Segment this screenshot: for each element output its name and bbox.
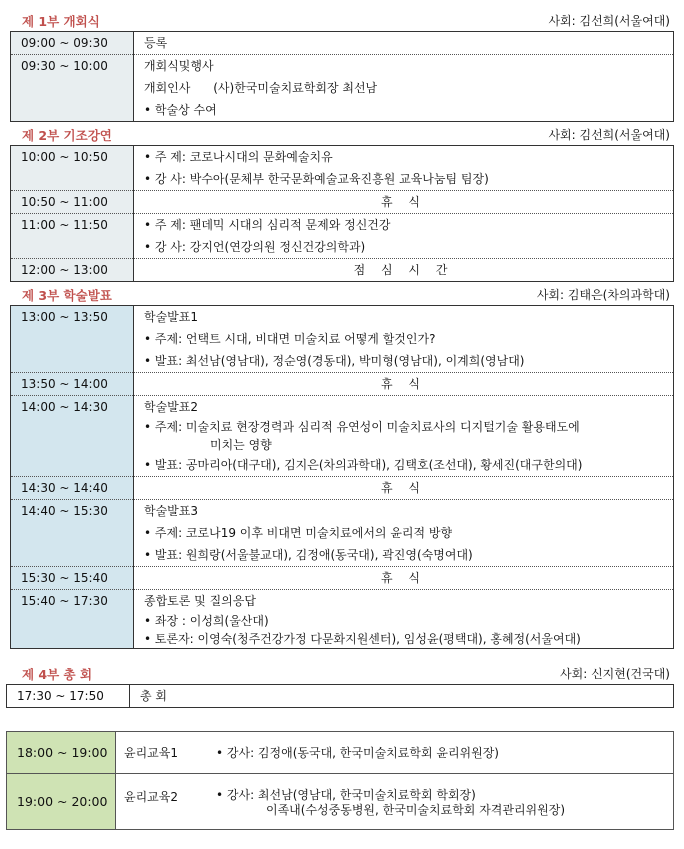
time-label: 09:30 ~ 10:00 — [21, 59, 108, 73]
row-text: 등록 — [144, 36, 168, 50]
table-row — [11, 55, 674, 122]
part3-table — [10, 305, 674, 649]
row-text: 이족내(수성중동병원, 한국미술치료학회 자격관리위원장) — [266, 803, 566, 817]
table-row — [11, 477, 674, 500]
part2-title: 제 2부 기조강연 — [22, 128, 112, 143]
time-label: 14:30 ~ 14:40 — [21, 481, 108, 495]
time-label: 10:50 ~ 11:00 — [21, 195, 108, 209]
part1-header — [10, 10, 674, 30]
row-text: 개회인사 (사)한국미술치료학회장 최선남 — [144, 81, 378, 95]
break-label: 휴 식 — [381, 571, 426, 585]
break-label: 휴 식 — [381, 481, 426, 495]
row-text: • 학술상 수여 — [144, 103, 217, 117]
time-cell — [11, 477, 134, 500]
row-text: • 강 사: 강지언(연강의원 정신건강의학과) — [144, 240, 366, 254]
table-row — [11, 306, 674, 373]
part3-mc: 사회: 김태은(차의과학대) — [536, 288, 670, 302]
part3-header — [10, 284, 674, 304]
part2-header — [10, 124, 674, 144]
row-text: • 주 제: 팬데믹 시대의 심리적 문제와 정신건강 — [144, 218, 391, 232]
row-text: • 주 제: 코로나시대의 문화예술치유 — [144, 150, 333, 164]
row-text: • 발표: 최선남(영남대), 정순영(경동대), 박미형(영남대), 이계희(영남대) — [144, 354, 525, 368]
time-label: 13:50 ~ 14:00 — [21, 377, 108, 391]
part4-table — [6, 684, 674, 708]
time-label: 10:00 ~ 10:50 — [21, 150, 108, 164]
time-cell — [11, 146, 134, 191]
break-label: 휴 식 — [381, 195, 426, 209]
part1-mc: 사회: 김선희(서울여대) — [548, 14, 670, 28]
part4-header — [10, 663, 674, 683]
table-row — [11, 567, 674, 590]
time-label: 13:00 ~ 13:50 — [21, 310, 108, 324]
time-label: 14:40 ~ 15:30 — [21, 504, 108, 518]
table-row — [11, 373, 674, 396]
table-row — [11, 259, 674, 282]
time-cell: 19:00 ~ 20:00 — [7, 774, 116, 830]
table-row — [7, 685, 674, 708]
row-text: • 토론자: 이영숙(청주건강가정 다문화지원센터), 임성윤(평택대), 홍혜정(서울여대) — [144, 632, 581, 646]
row-text: • 주제: 미술치료 현장경력과 심리적 유연성이 미술치료사의 디지털기술 활용태도에 — [144, 420, 580, 434]
lunch-label: 점 심 시 간 — [353, 263, 454, 277]
row-text: 미치는 영향 — [210, 438, 272, 452]
row-text: 학술발표1 — [144, 310, 199, 324]
time-cell — [11, 32, 134, 55]
time-cell — [7, 685, 130, 708]
ethics-table — [6, 731, 674, 830]
table-row — [11, 191, 674, 214]
part4-title: 제 4부 총 회 — [22, 667, 93, 682]
time-cell: 18:00 ~ 19:00 — [7, 732, 116, 774]
table-row — [11, 32, 674, 55]
time-cell — [11, 373, 134, 396]
general-assembly-label: 총 회 — [140, 689, 167, 703]
table-row — [11, 146, 674, 191]
part4-mc: 사회: 신지현(건국대) — [560, 667, 670, 681]
time-cell — [11, 259, 134, 282]
row-text: • 발표: 공마리아(대구대), 김지은(차의과학대), 김택호(조선대), 황세진(대구한의대) — [144, 458, 583, 472]
row-text: 학술발표3 — [144, 504, 199, 518]
row-text: • 강 사: 박수아(문체부 한국문화예술교육진흥원 교육나눔팀 팀장) — [144, 172, 489, 186]
table-row — [7, 732, 674, 774]
row-text: • 강사: 김정애(동국대, 한국미술치료학회 윤리위원장) — [216, 746, 499, 760]
time-cell — [11, 567, 134, 590]
time-label: 14:00 ~ 14:30 — [21, 400, 108, 414]
time-label: 09:00 ~ 09:30 — [21, 36, 108, 50]
time-cell — [11, 191, 134, 214]
time-label: 15:40 ~ 17:30 — [21, 594, 108, 608]
time-cell — [11, 396, 134, 477]
part1-table — [10, 31, 674, 122]
part1-title: 제 1부 개회식 — [22, 14, 100, 29]
time-label: 15:30 ~ 15:40 — [21, 571, 108, 585]
part2-table — [10, 145, 674, 282]
time-label: 17:30 ~ 17:50 — [17, 689, 104, 703]
row-text: • 좌장 : 이성희(울산대) — [144, 614, 269, 628]
row-text: • 강사: 최선남(영남대, 한국미술치료학회 학회장) — [216, 788, 476, 802]
table-row — [11, 590, 674, 649]
time-label: 11:00 ~ 11:50 — [21, 218, 108, 232]
time-cell — [11, 306, 134, 373]
part2-mc: 사회: 김선희(서울여대) — [548, 128, 670, 142]
ethics-label: 윤리교육2 — [116, 774, 217, 830]
table-row — [11, 214, 674, 259]
table-row — [11, 396, 674, 477]
table-row — [7, 774, 674, 830]
row-text: • 주제: 코로나19 이후 비대면 미술치료에서의 윤리적 방향 — [144, 526, 453, 540]
time-cell — [11, 590, 134, 649]
time-label: 12:00 ~ 13:00 — [21, 263, 108, 277]
time-cell — [11, 214, 134, 259]
time-cell — [11, 500, 134, 567]
part3-title: 제 3부 학술발표 — [22, 288, 112, 303]
row-text: • 주제: 언택트 시대, 비대면 미술치료 어떻게 할것인가? — [144, 332, 436, 346]
row-text: 개회식및행사 — [144, 59, 214, 73]
row-text: 학술발표2 — [144, 400, 199, 414]
ethics-label: 윤리교육1 — [124, 746, 179, 760]
break-label: 휴 식 — [381, 377, 426, 391]
row-text: • 발표: 원희랑(서울불교대), 김정애(동국대), 곽진영(숙명여대) — [144, 548, 473, 562]
row-text: 종합토론 및 질의응답 — [144, 594, 256, 608]
time-cell — [11, 55, 134, 122]
table-row — [11, 500, 674, 567]
